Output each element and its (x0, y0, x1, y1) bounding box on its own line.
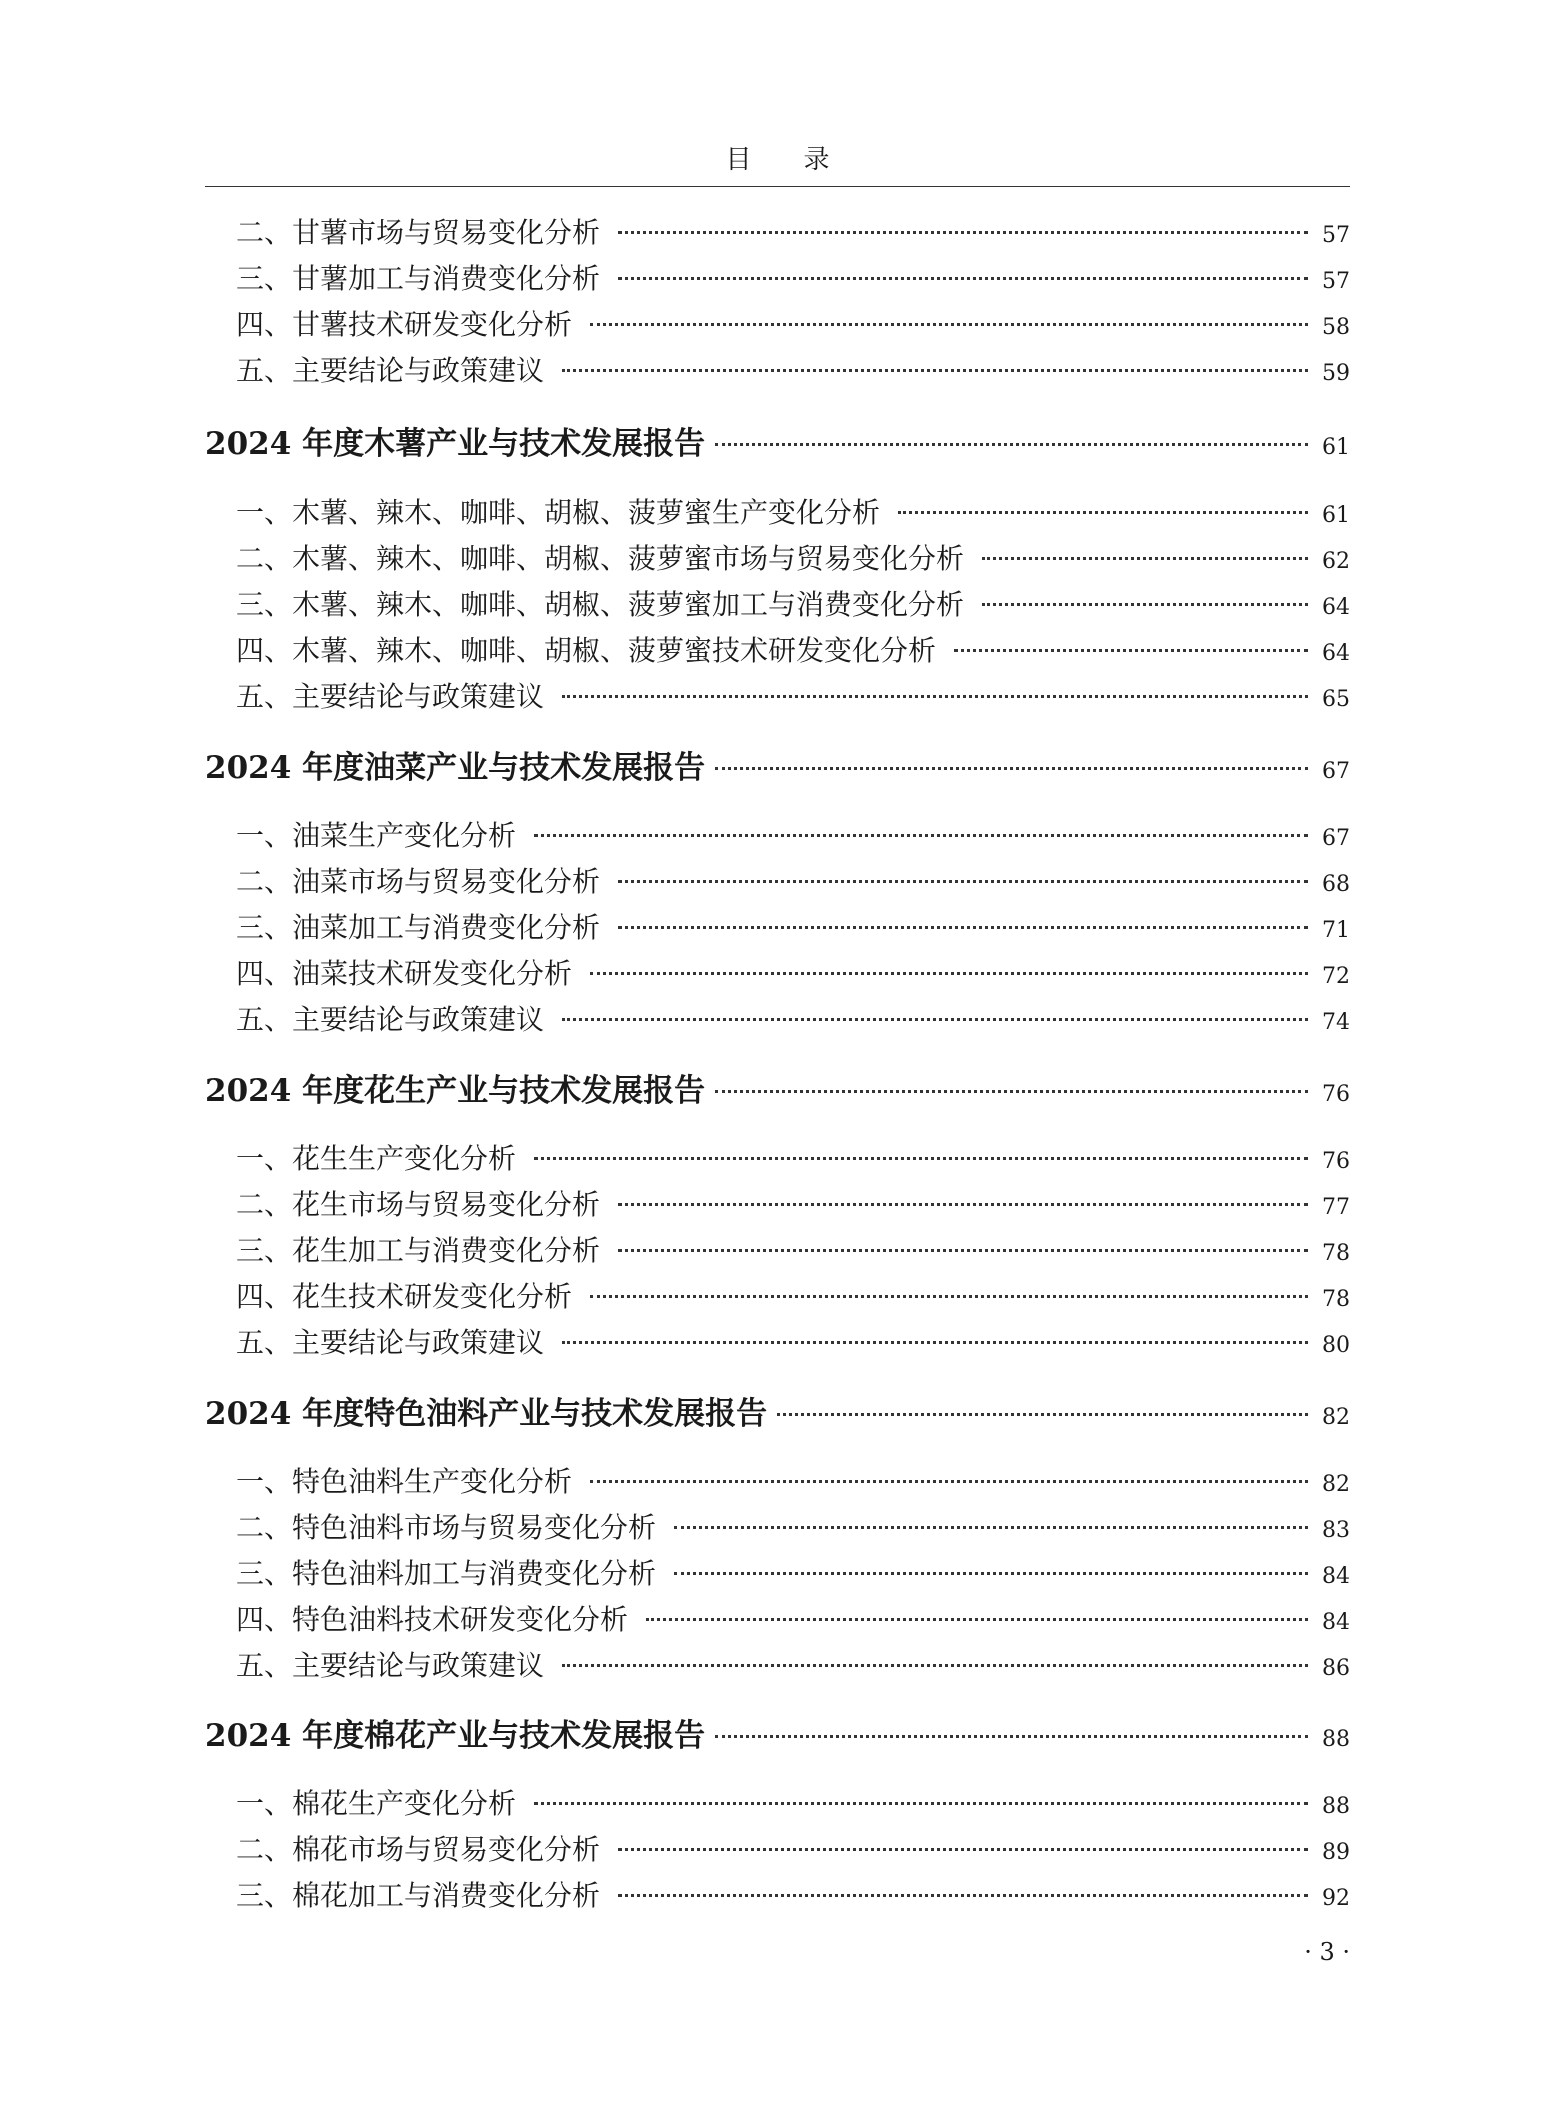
toc-entry[interactable] (236, 1231, 1350, 1271)
toc-entry[interactable] (236, 1784, 1350, 1824)
header-rule (205, 186, 1350, 187)
dot-leader (562, 1664, 1308, 1667)
toc-entry[interactable] (236, 677, 1350, 717)
toc-page-number: 76 (1322, 1082, 1350, 1107)
dot-leader (646, 1618, 1308, 1621)
toc-entry[interactable] (236, 1462, 1350, 1502)
toc-entry-label: 一、棉花生产变化分析 (236, 1787, 517, 1820)
toc-page-number: 86 (1322, 1656, 1350, 1681)
dot-leader (618, 231, 1308, 234)
toc-entry[interactable] (236, 1830, 1350, 1870)
toc-entry-label: 一、木薯、辣木、咖啡、胡椒、菠萝蜜生产变化分析 (236, 496, 881, 529)
toc-entry-label: 一、特色油料生产变化分析 (236, 1465, 573, 1498)
toc-page-number: 89 (1322, 1840, 1350, 1865)
toc-entry-label: 三、棉花加工与消费变化分析 (236, 1879, 601, 1912)
toc-section-heading[interactable] (205, 1714, 1350, 1758)
page-title-char-1: 目 (725, 145, 752, 175)
toc-section-label: 2024 年度棉花产业与技术发展报告 (205, 1718, 706, 1754)
toc-page-number: 84 (1322, 1564, 1350, 1589)
toc-page-number: 82 (1322, 1472, 1350, 1497)
dot-leader (590, 1295, 1308, 1298)
toc-entry[interactable] (236, 305, 1350, 345)
toc-entry-label: 四、花生技术研发变化分析 (236, 1280, 573, 1313)
toc-page-number: 77 (1322, 1195, 1350, 1220)
toc-section-label: 2024 年度花生产业与技术发展报告 (205, 1073, 706, 1109)
toc-entry-label: 一、油菜生产变化分析 (236, 819, 517, 852)
toc-section-heading[interactable] (205, 746, 1350, 790)
toc-page-number: 62 (1322, 549, 1350, 574)
toc-entry-label: 三、甘薯加工与消费变化分析 (236, 262, 601, 295)
toc-entry[interactable] (236, 351, 1350, 391)
toc-entry-label: 三、木薯、辣木、咖啡、胡椒、菠萝蜜加工与消费变化分析 (236, 588, 965, 621)
dot-leader (534, 834, 1308, 837)
toc-entry[interactable] (236, 954, 1350, 994)
toc-page-number: 82 (1322, 1405, 1350, 1430)
page-title (205, 142, 1350, 178)
toc-entry[interactable] (236, 1185, 1350, 1225)
toc-entry-label: 五、主要结论与政策建议 (236, 354, 545, 387)
toc-entry-label: 四、甘薯技术研发变化分析 (236, 308, 573, 341)
toc-page-number: 61 (1322, 503, 1350, 528)
dot-leader (618, 1848, 1308, 1851)
toc-page-number: 64 (1322, 595, 1350, 620)
toc-page-number: 71 (1322, 918, 1350, 943)
toc-entry[interactable] (236, 1323, 1350, 1363)
toc-entry[interactable] (236, 1277, 1350, 1317)
toc-entry-label: 二、油菜市场与贸易变化分析 (236, 865, 601, 898)
dot-leader (618, 1249, 1308, 1252)
toc-section-label: 2024 年度特色油料产业与技术发展报告 (205, 1396, 768, 1432)
toc-entry-label: 三、油菜加工与消费变化分析 (236, 911, 601, 944)
toc-entry[interactable] (236, 1139, 1350, 1179)
dot-leader (982, 603, 1308, 606)
toc-section-label: 2024 年度油菜产业与技术发展报告 (205, 750, 706, 786)
toc-page-number: 57 (1322, 269, 1350, 294)
toc-entry[interactable] (236, 1876, 1350, 1916)
dot-leader (982, 557, 1308, 560)
dot-leader (562, 1341, 1308, 1344)
toc-page-number: 92 (1322, 1886, 1350, 1911)
dot-leader (534, 1802, 1308, 1805)
dot-leader (590, 972, 1308, 975)
dot-leader (562, 695, 1308, 698)
toc-page-number: 67 (1322, 759, 1350, 784)
toc-page-number: 74 (1322, 1010, 1350, 1035)
toc-entry-label: 二、花生市场与贸易变化分析 (236, 1188, 601, 1221)
toc-page-number: 83 (1322, 1518, 1350, 1543)
toc-page-number: 88 (1322, 1794, 1350, 1819)
toc-section-label: 2024 年度木薯产业与技术发展报告 (205, 426, 706, 462)
page-number-footer: · 3 · (1304, 1938, 1350, 1966)
toc-page-number: 58 (1322, 315, 1350, 340)
toc-page-number: 84 (1322, 1610, 1350, 1635)
toc-entry[interactable] (236, 1600, 1350, 1640)
toc-page-number: 68 (1322, 872, 1350, 897)
toc-entry-label: 二、棉花市场与贸易变化分析 (236, 1833, 601, 1866)
toc-entry-label: 二、甘薯市场与贸易变化分析 (236, 216, 601, 249)
toc-page-number: 61 (1322, 435, 1350, 460)
toc-entry-label: 四、木薯、辣木、咖啡、胡椒、菠萝蜜技术研发变化分析 (236, 634, 937, 667)
toc-entry[interactable] (236, 631, 1350, 671)
toc-page-number: 67 (1322, 826, 1350, 851)
toc-entry-label: 五、主要结论与政策建议 (236, 680, 545, 713)
toc-section-heading[interactable] (205, 1392, 1350, 1436)
page-title-char-2: 录 (803, 145, 830, 175)
toc-entry-label: 五、主要结论与政策建议 (236, 1003, 545, 1036)
dot-leader (715, 443, 1308, 446)
toc-entry[interactable] (236, 1000, 1350, 1040)
dot-leader (954, 649, 1308, 652)
toc-entry[interactable] (236, 1646, 1350, 1686)
toc-entry[interactable] (236, 1554, 1350, 1594)
toc-page-number: 78 (1322, 1241, 1350, 1266)
toc-section-heading[interactable] (205, 1069, 1350, 1113)
toc-page-number: 72 (1322, 964, 1350, 989)
dot-leader (562, 1018, 1308, 1021)
toc-page-number: 59 (1322, 361, 1350, 386)
toc-page-number: 78 (1322, 1287, 1350, 1312)
dot-leader (618, 1894, 1308, 1897)
dot-leader (715, 1735, 1308, 1738)
toc-section-heading[interactable] (205, 422, 1350, 466)
toc-entry-label: 四、特色油料技术研发变化分析 (236, 1603, 629, 1636)
toc-entry-label: 一、花生生产变化分析 (236, 1142, 517, 1175)
toc-entry[interactable] (236, 493, 1350, 533)
dot-leader (898, 511, 1308, 514)
toc-page-number: 88 (1322, 1727, 1350, 1752)
toc-page-number: 80 (1322, 1333, 1350, 1358)
dot-leader (777, 1413, 1308, 1416)
dot-leader (715, 767, 1308, 770)
dot-leader (590, 323, 1308, 326)
toc-entry-label: 三、特色油料加工与消费变化分析 (236, 1557, 657, 1590)
toc-entry-label: 二、木薯、辣木、咖啡、胡椒、菠萝蜜市场与贸易变化分析 (236, 542, 965, 575)
dot-leader (674, 1572, 1308, 1575)
toc-page-number: 65 (1322, 687, 1350, 712)
toc-entry-label: 五、主要结论与政策建议 (236, 1649, 545, 1682)
toc-entry[interactable] (236, 213, 1350, 253)
dot-leader (618, 880, 1308, 883)
dot-leader (674, 1526, 1308, 1529)
toc-entry[interactable] (236, 862, 1350, 902)
toc-page-number: 57 (1322, 223, 1350, 248)
dot-leader (618, 926, 1308, 929)
toc-entry[interactable] (236, 1508, 1350, 1548)
dot-leader (715, 1090, 1308, 1093)
toc-entry[interactable] (236, 539, 1350, 579)
toc-entry-label: 三、花生加工与消费变化分析 (236, 1234, 601, 1267)
dot-leader (562, 369, 1308, 372)
toc-entry-label: 五、主要结论与政策建议 (236, 1326, 545, 1359)
toc-page-number: 64 (1322, 641, 1350, 666)
dot-leader (534, 1157, 1308, 1160)
toc-page-number: 76 (1322, 1149, 1350, 1174)
dot-leader (590, 1480, 1308, 1483)
toc-entry-label: 二、特色油料市场与贸易变化分析 (236, 1511, 657, 1544)
dot-leader (618, 277, 1308, 280)
toc-entry[interactable] (236, 259, 1350, 299)
toc-entry-label: 四、油菜技术研发变化分析 (236, 957, 573, 990)
toc-entry[interactable] (236, 585, 1350, 625)
dot-leader (618, 1203, 1308, 1206)
toc-entry[interactable] (236, 816, 1350, 856)
toc-entry[interactable] (236, 908, 1350, 948)
